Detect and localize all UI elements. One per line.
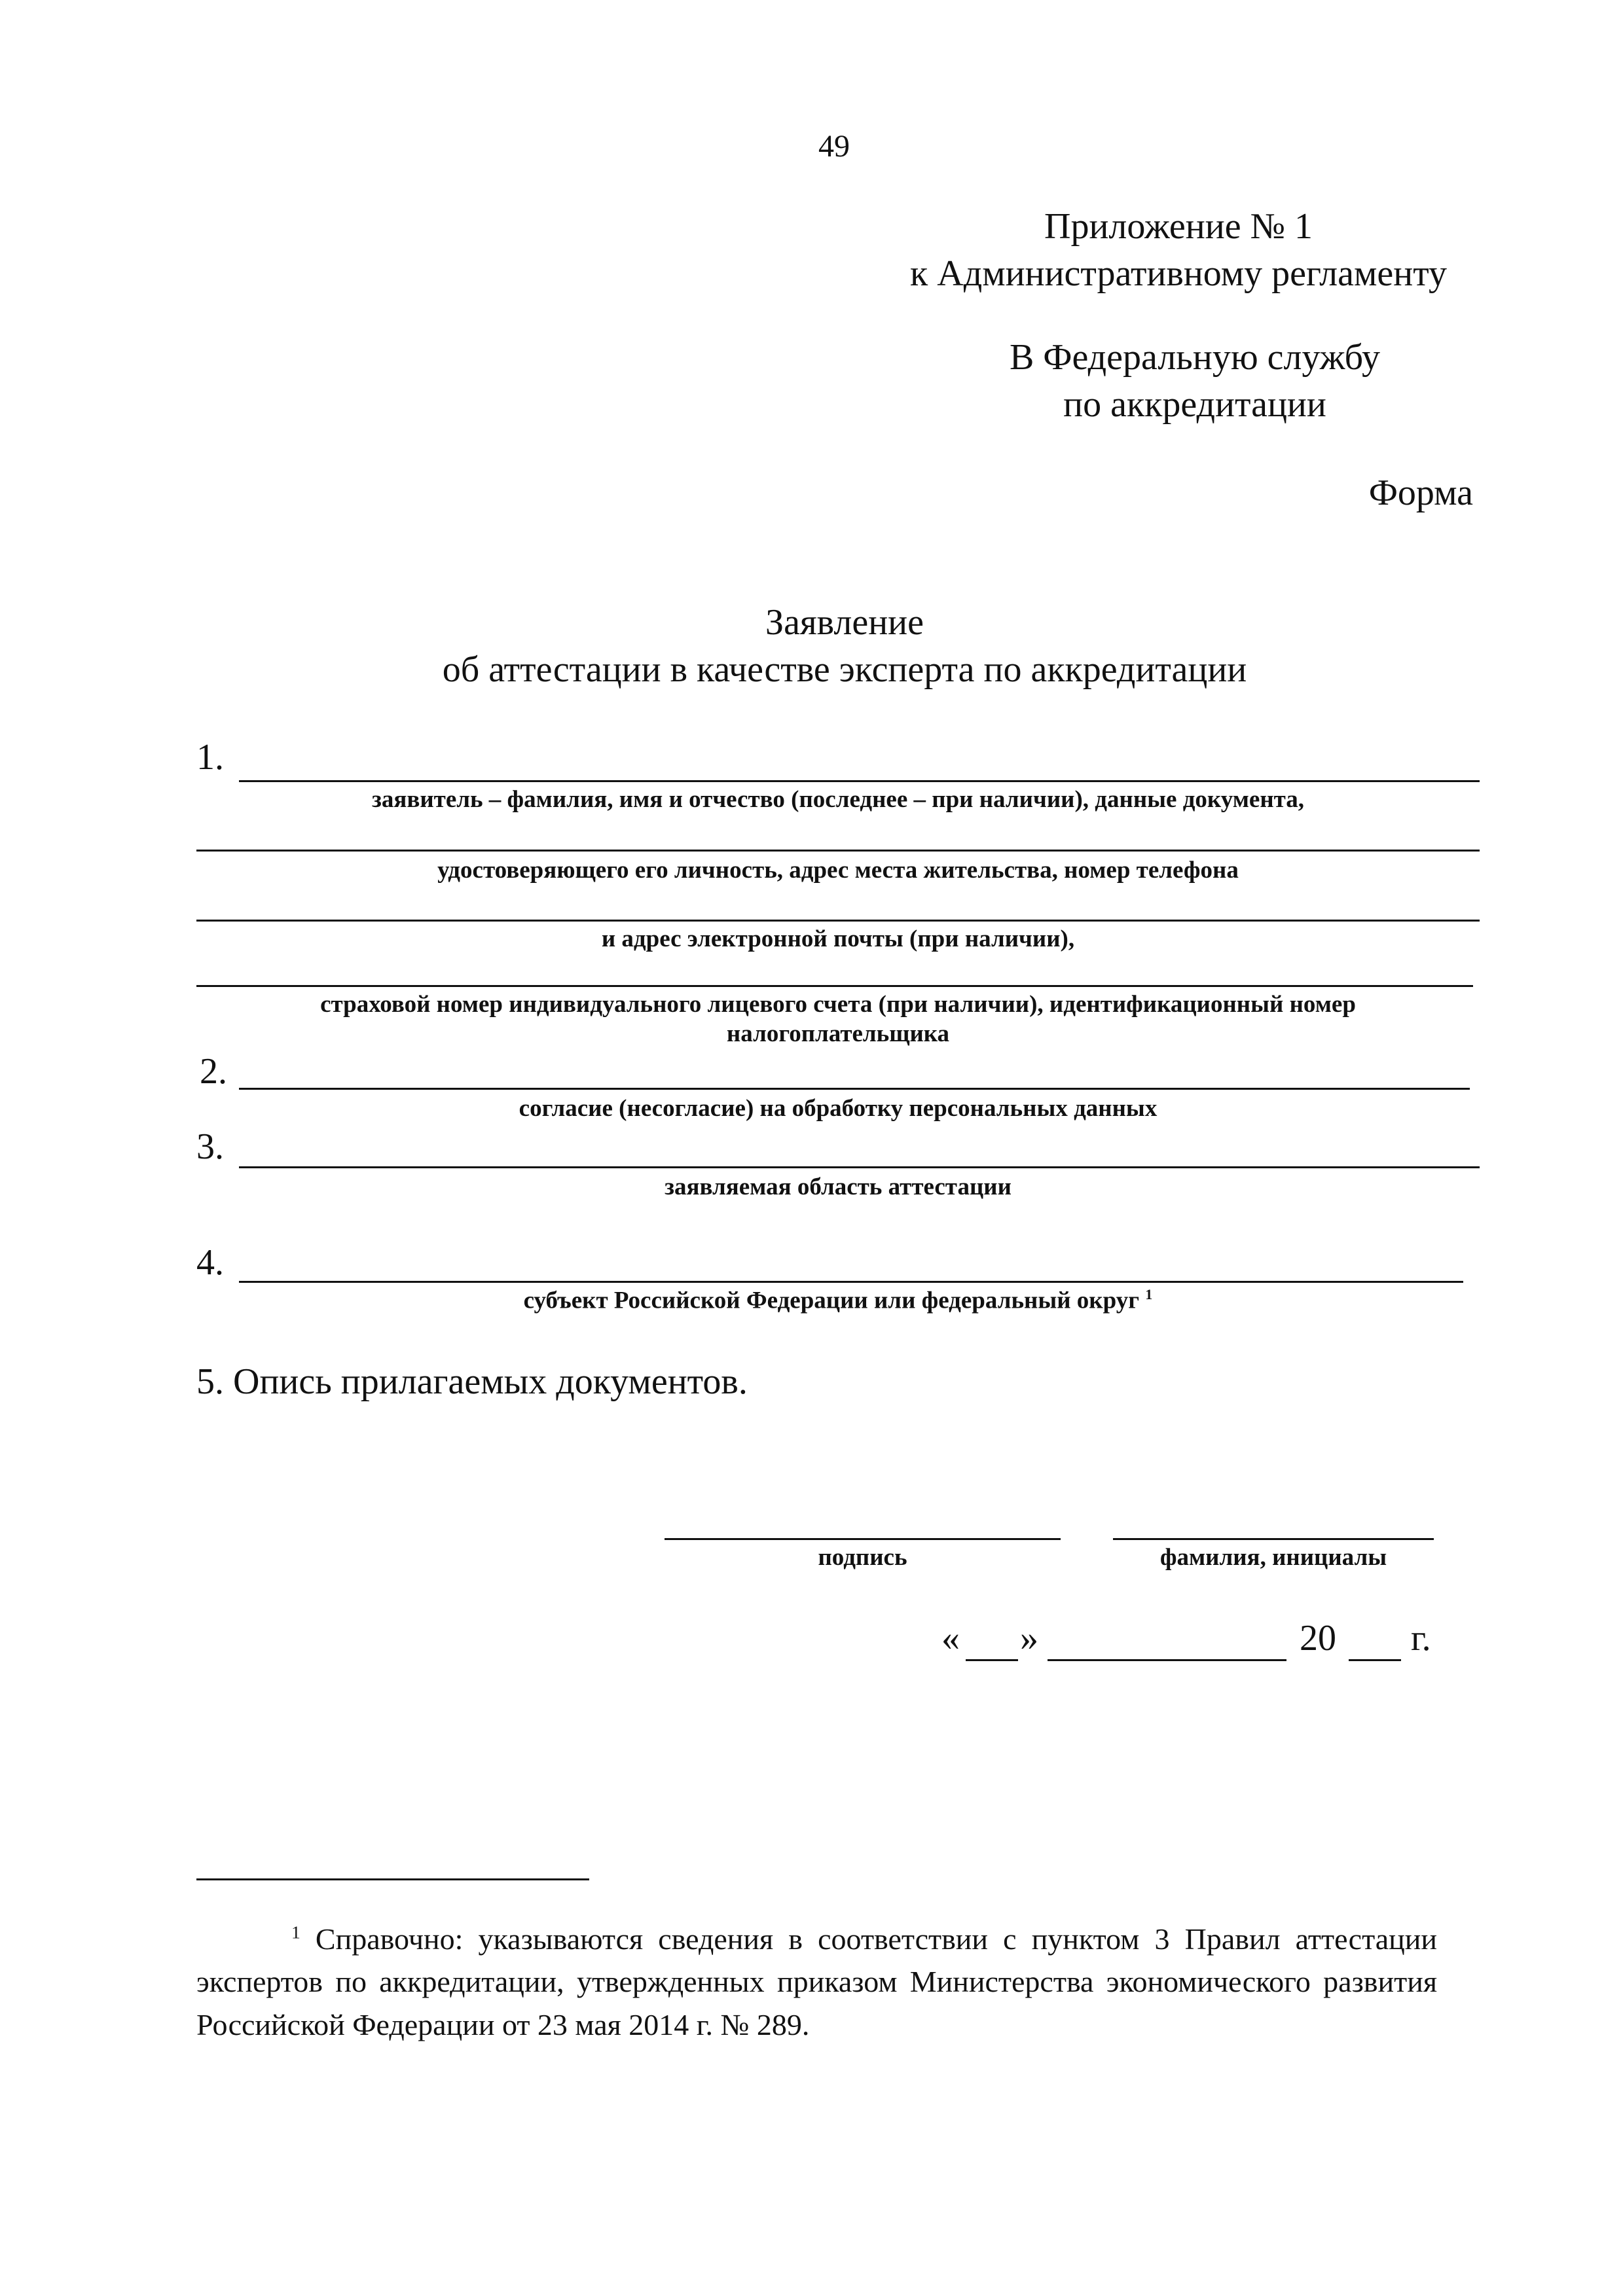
item1-caption2: удостоверяющего его личность, адрес места жительства, номер телефона: [437, 857, 1239, 884]
footnote-marker: 1: [291, 1922, 301, 1943]
item4-caption-text: субъект Российской Федерации или федеральный округ: [523, 1287, 1140, 1314]
date-open-quote: «: [941, 1618, 960, 1659]
name-caption: фамилия, инициалы: [1159, 1544, 1387, 1571]
item4-line[interactable]: [239, 1281, 1463, 1283]
item1-caption1: заявитель – фамилия, имя и отчество (последнее – при наличии), данные документа,: [371, 786, 1305, 813]
date-year-suffix: г.: [1411, 1618, 1431, 1659]
date-year-line[interactable]: [1349, 1659, 1401, 1661]
date-close-quote: »: [1020, 1618, 1038, 1659]
item5-attachments: 5. Опись прилагаемых документов.: [196, 1361, 748, 1402]
appendix-line2: к Административному регламенту: [910, 253, 1447, 294]
date-year-prefix: 20: [1300, 1618, 1336, 1659]
item1-caption4b: налогоплательщика: [726, 1020, 950, 1047]
footnote-ref-marker: 1: [1145, 1286, 1153, 1302]
item2-number: 2.: [200, 1051, 227, 1092]
date-day-line[interactable]: [966, 1659, 1018, 1661]
document-subtitle: об аттестации в качестве эксперта по аккредитации: [442, 649, 1247, 690]
form-label: Форма: [1368, 473, 1473, 513]
document-title: Заявление: [765, 602, 924, 643]
footnote-separator: [196, 1878, 589, 1880]
item1-line4[interactable]: [196, 985, 1473, 987]
item3-line[interactable]: [239, 1166, 1480, 1168]
item1-number: 1.: [196, 737, 224, 778]
date-month-line[interactable]: [1048, 1659, 1286, 1661]
item1-line1[interactable]: [239, 780, 1480, 782]
addressee-line1: В Федеральную службу: [1009, 337, 1381, 378]
item1-caption4a: страховой номер индивидуального лицевого счета (при наличии), идентификационный номер: [320, 991, 1356, 1018]
item2-caption: согласие (несогласие) на обработку персональных данных: [519, 1095, 1158, 1122]
footnote-text: Справочно: указываются сведения в соответствии с пунктом 3 Правил аттестации экспертов по аккредитации, утвержденных приказом Министерства экономического развития Российской Федерации от 23 мая 2014 г. № 289.: [196, 1922, 1438, 2041]
page-number: 49: [818, 129, 850, 164]
item1-line3[interactable]: [196, 920, 1480, 922]
name-line[interactable]: [1113, 1538, 1434, 1540]
footnote: [196, 1918, 1437, 2046]
addressee-line2: по аккредитации: [1063, 384, 1326, 425]
appendix-line1: Приложение № 1: [1044, 206, 1313, 247]
item3-number: 3.: [196, 1126, 224, 1167]
signature-line[interactable]: [665, 1538, 1061, 1540]
item4-caption: [196, 1286, 1480, 1316]
item4-number: 4.: [196, 1242, 224, 1283]
item3-caption: заявляемая область аттестации: [665, 1174, 1012, 1200]
signature-caption: подпись: [818, 1544, 907, 1571]
item2-line[interactable]: [239, 1088, 1470, 1090]
item1-caption3: и адрес электронной почты (при наличии),: [601, 925, 1075, 952]
item1-line2[interactable]: [196, 850, 1480, 852]
